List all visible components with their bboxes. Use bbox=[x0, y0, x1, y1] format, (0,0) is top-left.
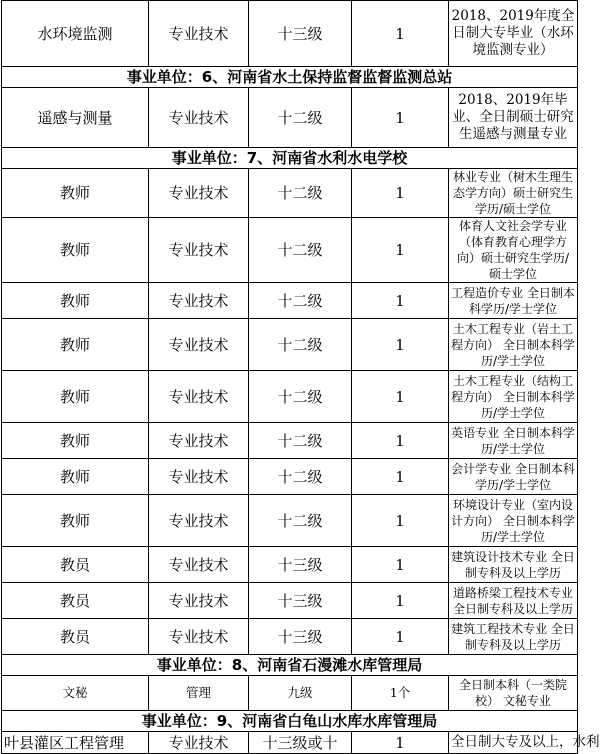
post-cell: 教师 bbox=[2, 283, 149, 319]
table-row bbox=[2, 169, 578, 218]
grade-cell: 十三级 bbox=[249, 583, 352, 619]
post-cell: 水环境监测 bbox=[2, 1, 149, 67]
count-cell: 1 bbox=[352, 371, 449, 423]
requirement-cell: 建筑设计技术专业 全日制专科及以上学历 bbox=[449, 547, 578, 583]
post-cell: 教师 bbox=[2, 371, 149, 423]
requirement-cell: 环境设计专业（室内设计方向） 全日制本科学历/学士学位 bbox=[449, 495, 578, 547]
count-cell: 1 bbox=[352, 583, 449, 619]
category-cell: 专业技术 bbox=[149, 459, 249, 495]
category-cell: 管理 bbox=[149, 676, 249, 711]
count-cell: 1 bbox=[352, 495, 449, 547]
unit-title: 事业单位：6、河南省水土保持监督监督监测总站 bbox=[2, 67, 578, 88]
unit-header-row bbox=[2, 711, 578, 732]
post-cell: 教师 bbox=[2, 459, 149, 495]
count-cell: 1 bbox=[352, 169, 449, 218]
count-cell: 1 bbox=[352, 283, 449, 319]
count-cell: 1 bbox=[352, 459, 449, 495]
grade-cell: 十二级 bbox=[249, 423, 352, 459]
count-cell: 1 bbox=[352, 423, 449, 459]
requirement-cell: 土木工程专业（岩土工程方向） 全日制本科学历/学士学位 bbox=[449, 319, 578, 371]
count-cell: 1 bbox=[352, 732, 449, 754]
post-cell: 教师 bbox=[2, 218, 149, 283]
post-cell: 文秘 bbox=[2, 676, 149, 711]
post-cell: 教师 bbox=[2, 319, 149, 371]
unit-header-row bbox=[2, 655, 578, 676]
table-row bbox=[2, 676, 578, 711]
requirement-cell: 2018、2019年毕业、全日制硕士研究生遥感与测量专业 bbox=[449, 88, 578, 148]
unit-header-row bbox=[2, 148, 578, 169]
requirement-cell: 体育人文社会学专业（体育教育心理学方向）硕士研究生学历/硕士学位 bbox=[449, 218, 578, 283]
count-cell: 1 bbox=[352, 88, 449, 148]
grade-cell: 十二级 bbox=[249, 495, 352, 547]
category-cell: 专业技术 bbox=[149, 583, 249, 619]
category-cell: 专业技术 bbox=[149, 169, 249, 218]
count-cell: 1 bbox=[352, 1, 449, 67]
requirement-cell: 工程造价专业 全日制本科学历/学士学位 bbox=[449, 283, 578, 319]
table-row bbox=[2, 319, 578, 371]
category-cell: 专业技术 bbox=[149, 371, 249, 423]
post-cell: 教员 bbox=[2, 583, 149, 619]
post-cell: 叶县灌区工程管理 bbox=[2, 732, 149, 754]
requirement-cell: 道路桥梁工程技术专业 全日制专科及以上学历 bbox=[449, 583, 578, 619]
requirement-cell: 全日制大专及以上，水利 bbox=[449, 732, 578, 754]
category-cell: 专业技术 bbox=[149, 495, 249, 547]
table-body bbox=[2, 1, 600, 754]
grade-cell: 九级 bbox=[249, 676, 352, 711]
count-cell: 1 bbox=[352, 218, 449, 283]
count-cell: 1 bbox=[352, 319, 449, 371]
count-cell: 1 bbox=[352, 547, 449, 583]
category-cell: 专业技术 bbox=[149, 547, 249, 583]
table-row bbox=[2, 583, 578, 619]
count-cell: 1个 bbox=[352, 676, 449, 711]
grade-cell: 十二级 bbox=[249, 169, 352, 218]
category-cell: 专业技术 bbox=[149, 319, 249, 371]
table-row bbox=[2, 423, 578, 459]
category-cell: 专业技术 bbox=[149, 88, 249, 148]
category-cell: 专业技术 bbox=[149, 732, 249, 754]
unit-title: 事业单位：8、河南省石漫滩水库管理局 bbox=[2, 655, 578, 676]
table-row bbox=[2, 283, 578, 319]
requirement-cell: 全日制本科（一类院校） 文秘专业 bbox=[449, 676, 578, 711]
unit-title: 事业单位：9、河南省白龟山水库水库管理局 bbox=[2, 711, 578, 732]
requirement-cell: 2018、2019年度全日制大专毕业（水环境监测专业） bbox=[449, 1, 578, 67]
grade-cell: 十三级 bbox=[249, 619, 352, 655]
post-cell: 教员 bbox=[2, 547, 149, 583]
grade-cell: 十二级 bbox=[249, 319, 352, 371]
requirement-cell: 会计学专业 全日制本科学历/学士学位 bbox=[449, 459, 578, 495]
post-cell: 教师 bbox=[2, 169, 149, 218]
grade-cell: 十三级 bbox=[249, 1, 352, 67]
grade-cell: 十二级 bbox=[249, 283, 352, 319]
grade-cell: 十二级 bbox=[249, 459, 352, 495]
requirement-cell: 土木工程专业（结构工程方向） 全日制本科学历/学士学位 bbox=[449, 371, 578, 423]
category-cell: 专业技术 bbox=[149, 218, 249, 283]
unit-title: 事业单位：7、河南省水利水电学校 bbox=[2, 148, 578, 169]
table-row bbox=[2, 495, 578, 547]
requirement-cell: 英语专业 全日制本科学历/学士学位 bbox=[449, 423, 578, 459]
table-row bbox=[2, 371, 578, 423]
category-cell: 专业技术 bbox=[149, 423, 249, 459]
table-row bbox=[2, 1, 578, 67]
table-row bbox=[2, 459, 578, 495]
grade-cell: 十二级 bbox=[249, 88, 352, 148]
recruitment-table bbox=[1, 0, 600, 754]
requirement-cell: 林业专业（树木生理生态学方向）硕士研究生学历/硕士学位 bbox=[449, 169, 578, 218]
post-cell: 教员 bbox=[2, 619, 149, 655]
table-row bbox=[2, 88, 578, 148]
category-cell: 专业技术 bbox=[149, 283, 249, 319]
table-row bbox=[2, 218, 578, 283]
table-row bbox=[2, 619, 578, 655]
post-cell: 教师 bbox=[2, 423, 149, 459]
grade-cell: 十三级或十 bbox=[249, 732, 352, 754]
grade-cell: 十三级 bbox=[249, 547, 352, 583]
grade-cell: 十二级 bbox=[249, 371, 352, 423]
table-row bbox=[2, 547, 578, 583]
requirement-cell: 建筑工程技术专业 全日制专科及以上学历 bbox=[449, 619, 578, 655]
grade-cell: 十二级 bbox=[249, 218, 352, 283]
table-row bbox=[2, 732, 578, 754]
category-cell: 专业技术 bbox=[149, 1, 249, 67]
unit-header-row bbox=[2, 67, 578, 88]
count-cell: 1 bbox=[352, 619, 449, 655]
category-cell: 专业技术 bbox=[149, 619, 249, 655]
post-cell: 教师 bbox=[2, 495, 149, 547]
post-cell: 遥感与测量 bbox=[2, 88, 149, 148]
